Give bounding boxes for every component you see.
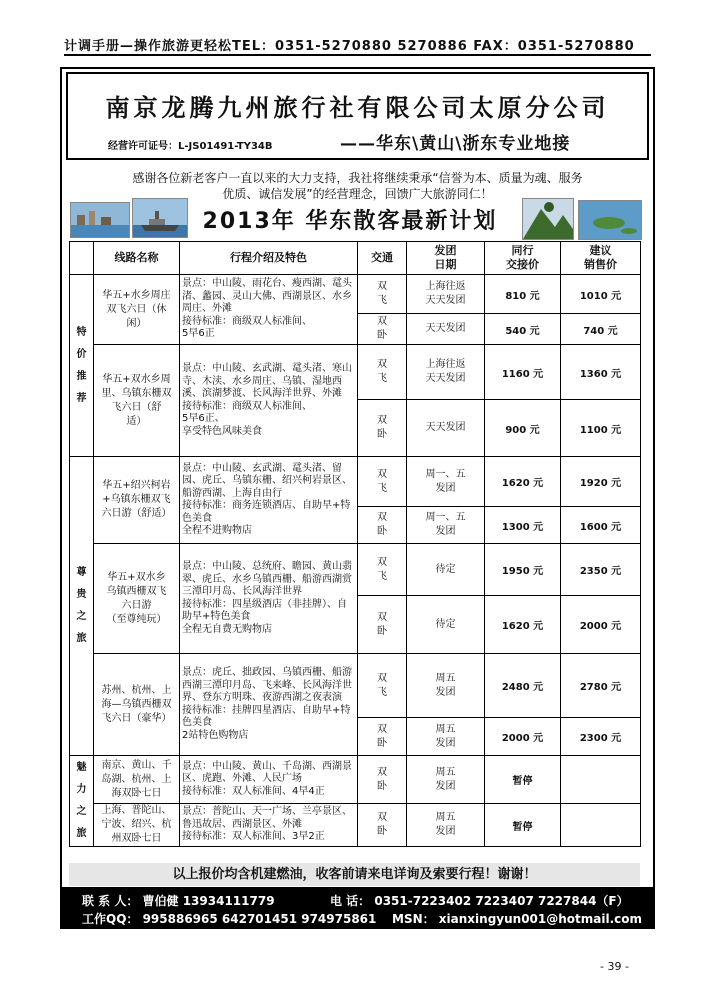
trade-price: 1300 元 [485,507,561,544]
route-name: 苏州、杭州、上 海—乌镇西栅双 飞六日（豪华） [94,654,180,756]
category-label: 特 价 推 荐 [70,275,94,457]
trade-price: 1160 元 [485,345,561,400]
table-row [70,544,641,596]
departure-date: 天天发团 [407,400,485,457]
transport-type: 双 卧 [358,756,407,804]
top-header [64,34,651,56]
route-itinerary: 景点：虎丘、拙政园、乌镇西栅、船游西湖三潭印月岛、飞来峰、长风海洋世界、登东方明珠、夜游西湖之夜表演 接待标准：挂牌四星酒店、自助早+特色美食 2站特色购物店 [180,654,358,756]
transport-type: 双 飞 [358,544,407,596]
trade-price: 暂停 [485,756,561,804]
departure-date: 上海往返 天天发团 [407,345,485,400]
retail-price: 1920 元 [561,457,641,507]
page-number: - 39 - [600,960,629,973]
retail-price: 1600 元 [561,507,641,544]
route-itinerary: 景点：中山陵、黄山、千岛湖、西湖景区、虎跑、外滩、人民广场 接待标准：双人标准间、4早4正 [180,756,358,804]
route-name: 南京、黄山、千 岛湖、杭州、上 海双卧七日 [94,756,180,804]
intro-line-2: 优质、诚信发展”的经营理念，回馈广大旅游同仁！ [222,187,493,201]
header-trade-price: 同行 交接价 [485,242,561,275]
departure-date: 周五 发团 [407,756,485,804]
transport-type: 双 飞 [358,345,407,400]
table-row [70,756,641,804]
category-label: 尊 贵 之 旅 [70,457,94,756]
contact-phone: 电 话： 0351-7223402 7223407 7227844（F） [330,894,629,908]
departure-date: 待定 [407,544,485,596]
departure-date: 天天发团 [407,314,485,345]
trade-price: 暂停 [485,804,561,847]
contact-person: 联 系 人： 曹伯健 13934111779 [82,894,275,908]
departure-date: 上海往返 天天发团 [407,275,485,314]
trade-price: 810 元 [485,275,561,314]
contact-bar [60,887,655,929]
transport-type: 双 卧 [358,507,407,544]
company-box [66,72,649,160]
table-row [70,345,641,400]
header-itinerary: 行程介绍及特色 [180,242,358,275]
route-name: 华五+双水乡 乌镇西栅双飞 六日游 （至尊纯玩） [94,544,180,654]
intro-line-1: 感谢各位新老客户一直以来的大力支持，我社将继续秉承“信誉为本、质量为魂、服务 [132,171,583,185]
route-itinerary: 景点：中山陵、玄武湖、鼋头渚、留园、虎丘、乌镇东栅、绍兴柯岩景区、船游西湖、上海自由行 接待标准：商务连锁酒店、自助早+特色美食 全程不进购物店 [180,457,358,544]
header-route-name: 线路名称 [94,242,180,275]
category-label: 魅 力 之 旅 [70,756,94,847]
departure-date: 周五 发团 [407,804,485,847]
retail-price: 1360 元 [561,345,641,400]
route-itinerary: 景点：普陀山、天一广场、兰亭景区、鲁迅故居、西湖景区、外滩 接待标准：双人标准间、3早2正 [180,804,358,847]
transport-type: 双 飞 [358,457,407,507]
retail-price: 2000 元 [561,596,641,654]
retail-price: 2780 元 [561,654,641,718]
company-tagline: ——华东\黄山\浙东专业地接 [340,134,571,154]
header-category [70,242,94,275]
route-name: 上海、普陀山、 宁波、绍兴、杭 州双卧七日 [94,804,180,847]
contact-msn: MSN： xianxingyun001@hotmail.com [392,912,643,926]
header-transport: 交通 [358,242,407,275]
route-itinerary: 景点：中山陵、雨花台、瘦西湖、鼋头渚、蠡园、灵山大佛、西湖景区、水乡周庄、外滩 接待标准：商级双人标准间、 5早6正 [180,275,358,345]
table-row [70,275,641,314]
transport-type: 双 卧 [358,718,407,756]
table-row [70,457,641,507]
retail-price [561,804,641,847]
departure-date: 周一、五 发团 [407,457,485,507]
route-name: 华五+绍兴柯岩 +乌镇东栅双飞 六日游（舒适） [94,457,180,544]
trade-price: 2480 元 [485,654,561,718]
retail-price: 740 元 [561,314,641,345]
departure-date: 待定 [407,596,485,654]
tour-price-table [69,241,641,847]
license-number: 经营许可证号：L-JS01491-TY34B [108,141,273,152]
company-name: 南京龙腾九州旅行社有限公司太原分公司 [105,94,610,122]
trade-price: 1620 元 [485,457,561,507]
table-row [70,654,641,718]
departure-date: 周五 发团 [407,654,485,718]
route-name: 华五+水乡周庄 双飞六日（休 闲） [94,275,180,345]
route-name: 华五+双水乡周 里、乌镇东栅双 飞六日（舒 适） [94,345,180,457]
transport-type: 双 卧 [358,596,407,654]
route-itinerary: 景点：中山陵、总统府、瞻园、黄山翡翠、虎丘、水乡乌镇西栅、船游西湖赏三潭印月岛、长风海洋世界 接待标准：四星级酒店（非挂牌）、自助早+特色美食 全程无自费无购物店 [180,544,358,654]
departure-date: 周五 发团 [407,718,485,756]
transport-type: 双 飞 [358,275,407,314]
trade-price: 2000 元 [485,718,561,756]
transport-type: 双 卧 [358,804,407,847]
city-photo [70,202,130,238]
transport-type: 双 飞 [358,654,407,718]
table-header-row [70,242,641,275]
header-retail-price: 建议 销售价 [561,242,641,275]
retail-price: 2350 元 [561,544,641,596]
retail-price: 1100 元 [561,400,641,457]
header-departure: 发团 日期 [407,242,485,275]
lake-photo [578,200,642,240]
tour-table-body [70,275,641,847]
plan-title: 2013年 华东散客最新计划 [202,209,498,234]
retail-price: 2300 元 [561,718,641,756]
price-note: 以上报价均含机建燃油，收客前请来电详询及索要行程！谢谢！ [69,863,640,886]
contact-qq: 工作QQ： 995886965 642701451 974975861 [82,912,377,926]
retail-price [561,756,641,804]
transport-type: 双 卧 [358,314,407,345]
departure-date: 周一、五 发团 [407,507,485,544]
transport-type: 双 卧 [358,400,407,457]
trade-price: 1950 元 [485,544,561,596]
header-tel-fax: TEL：0351-5270880 5270886 FAX：0351-5270880 [232,39,635,54]
trade-price: 1620 元 [485,596,561,654]
route-itinerary: 景点：中山陵、玄武湖、鼋头渚、寒山寺、木渎、水乡周庄、乌镇、湿地西溪、滨湖梦渡、长风海洋世界、外滩 接待标准：商级双人标准间、 5早6正、 享受特色风味美食 [180,345,358,457]
trade-price: 900 元 [485,400,561,457]
table-row [70,804,641,847]
header-slogan: 计调手册—操作旅游更轻松 [64,39,233,54]
retail-price: 1010 元 [561,275,641,314]
trade-price: 540 元 [485,314,561,345]
mountain-photo [522,198,574,240]
